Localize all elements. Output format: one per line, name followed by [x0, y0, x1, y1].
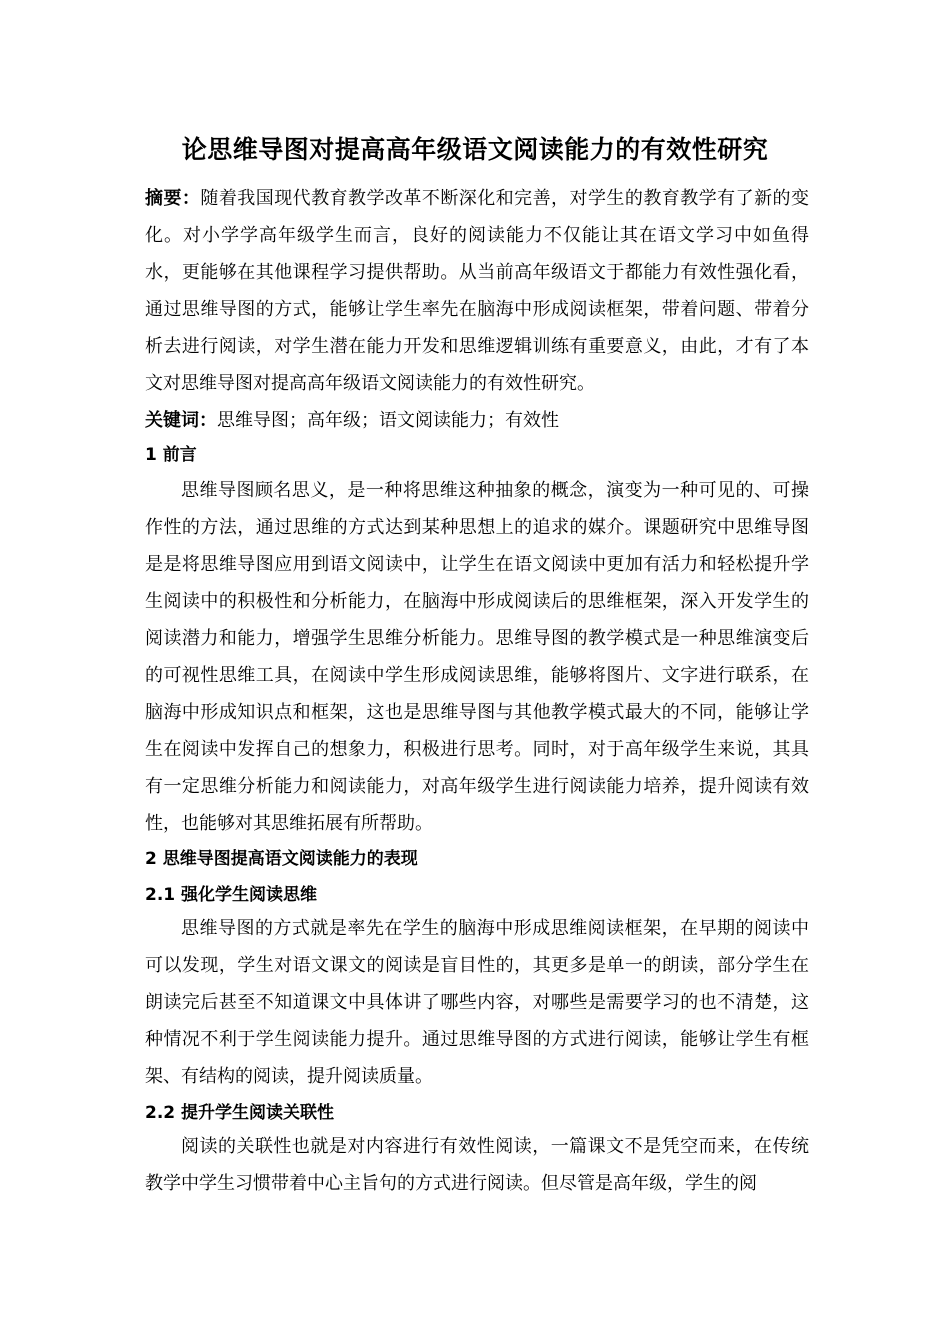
abstract-paragraph [145, 180, 809, 402]
abstract-text: 随着我国现代教育教学改革不断深化和完善，对学生的教育教学有了新的变化。对小学学高年级学生而言，良好的阅读能力不仅能让其在语文学习中如鱼得水，更能够在其他课程学习提供帮助。从当前高年级语文于都能力有效性强化看，通过思维导图的方式，能够让学生率先在脑海中形成阅读框架，带着问题、带着分析去进行阅读，对学生潜在能力开发和思维逻辑训练有重要意义，由此，才有了本文对思维导图对提高高年级语文阅读能力的有效性研究。 [145, 188, 810, 394]
keywords-text: 思维导图；高年级；语文阅读能力；有效性 [217, 410, 559, 431]
document-title: 论思维导图对提高高年级语文阅读能力的有效性研究 [181, 135, 769, 164]
section-2-1-paragraph: 思维导图的方式就是率先在学生的脑海中形成思维阅读框架，在早期的阅读中可以发现，学生对语文课文的阅读是盲目性的，其更多是单一的朗读，部分学生在朗读完后甚至不知道课文中具体讲了哪些内容，对哪些是需要学习的也不清楚，这种情况不利于学生阅读能力提升。通过思维导图的方式进行阅读，能够让学生有框架、有结构的阅读，提升阅读质量。 [145, 918, 809, 1087]
abstract-label: 摘要： [145, 188, 201, 209]
section-2-2-paragraph: 阅读的关联性也就是对内容进行有效性阅读，一篇课文不是凭空而来，在传统教学中学生习惯带着中心主旨句的方式进行阅读。但尽管是高年级，学生的阅 [145, 1136, 809, 1194]
section-2-heading: 2 思维导图提高语文阅读能力的表现 [145, 849, 418, 869]
section-1-heading: 1 前言 [145, 445, 197, 465]
section-2-2-heading: 2.2 提升学生阅读关联性 [145, 1103, 335, 1123]
keywords-line [145, 406, 809, 436]
section-2-1-heading: 2.1 强化学生阅读思维 [145, 885, 318, 905]
keywords-label: 关键词： [145, 410, 217, 431]
section-1-paragraph: 思维导图顾名思义，是一种将思维这种抽象的概念，演变为一种可见的、可操作性的方法，通过思维的方式达到某种思想上的追求的媒介。课题研究中思维导图是是将思维导图应用到语文阅读中，让学生在语文阅读中更加有活力和轻松提升学生阅读中的积极性和分析能力，在脑海中形成阅读后的思维框架，深入开发学生的阅读潜力和能力，增强学生思维分析能力。思维导图的教学模式是一种思维演变后的可视性思维工具，在阅读中学生形成阅读思维，能够将图片、文字进行联系，在脑海中形成知识点和框架，这也是思维导图与其他教学模式最大的不同，能够让学生在阅读中发挥自己的想象力，积极进行思考。同时，对于高年级学生来说，其具有一定思维分析能力和阅读能力，对高年级学生进行阅读能力培养，提升阅读有效性，也能够对其思维拓展有所帮助。 [145, 480, 809, 834]
